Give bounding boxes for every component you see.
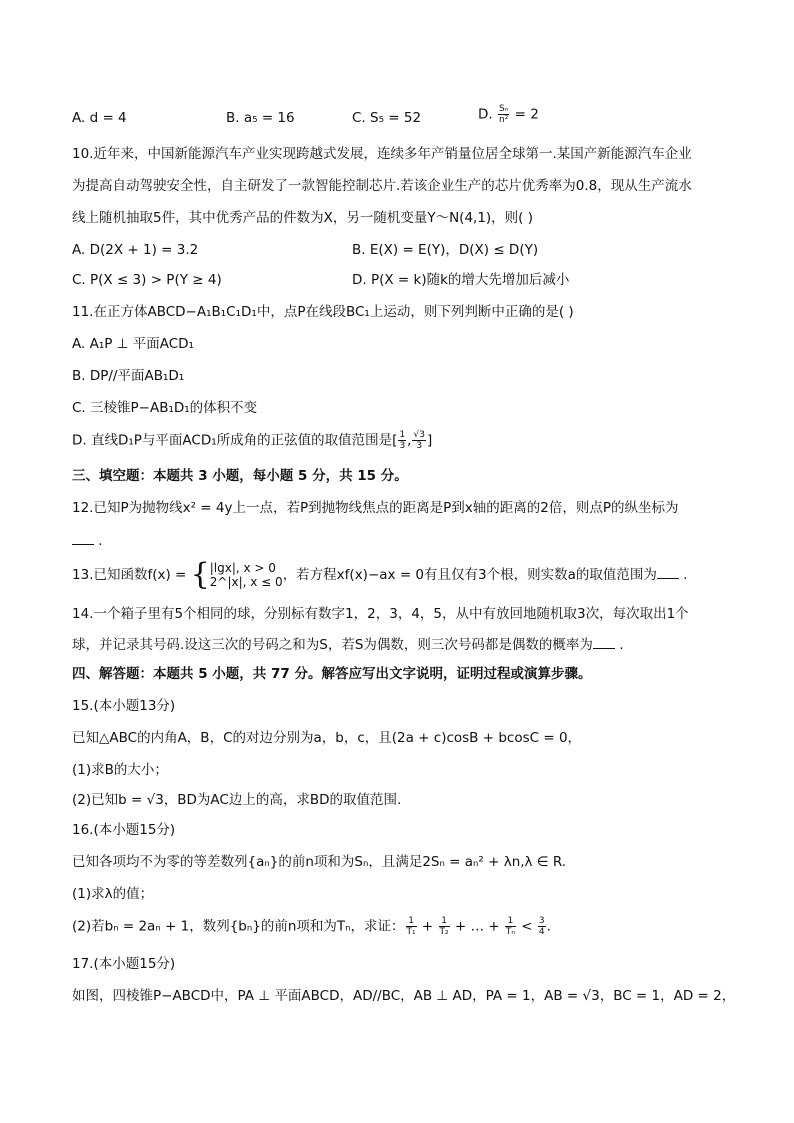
section-3-heading: 三、填空题：本题共 3 小题，每小题 5 分，共 15 分。 bbox=[72, 468, 408, 484]
q16-frac-tn: $\frac{1}{\text{Tₙ}}$ bbox=[505, 916, 516, 937]
q12-answer-blank bbox=[72, 530, 94, 545]
q10-option-a: A. D(2X + 1) = 3.2 bbox=[72, 242, 199, 258]
q11-option-b: B. DP//平面AB₁D₁ bbox=[72, 368, 185, 384]
q15-part2: (2)已知b = √3，BD为AC边上的高，求BD的取值范围. bbox=[72, 792, 402, 808]
q12-line2: . bbox=[72, 530, 103, 551]
q16-frac-t1: $\frac{1}{\text{T₁}}$ bbox=[406, 916, 416, 937]
q14-answer-blank bbox=[593, 634, 615, 649]
q14-line1: 14.一个箱子里有5个相同的球，分别标有数字1，2，3，4，5，从中有放回地随机取3次，每次取出1个 bbox=[72, 606, 689, 622]
q10-option-c: C. P(X ≤ 3) > P(Y ≥ 4) bbox=[72, 272, 222, 288]
q17-stem: 如图，四棱锥P−ABCD中，PA ⊥ 平面ABCD，AD//BC，AB ⊥ AD，PA = 1，AB = √3，BC = 1，AD = 2， bbox=[72, 988, 736, 1004]
q10-line2: 为提高自动驾驶安全性，自主研发了一款智能控制芯片.若该企业生产的芯片优秀率为0.8，现从生产流水 bbox=[72, 178, 692, 194]
q9-option-d: D. $\frac{\text{Sₙ}}{\text{n²}}$ = 2 bbox=[478, 104, 539, 125]
q16-part1: (1)求λ的值； bbox=[72, 886, 154, 902]
q16-frac-rhs: $\frac{3}{4}$ bbox=[538, 916, 545, 937]
section-4-heading: 四、解答题：本题共 5 小题，共 77 分。解答应写出文字说明，证明过程或演算步骤。 bbox=[72, 666, 592, 682]
q15-title: 15.(本小题13分) bbox=[72, 698, 176, 714]
q16-title: 16.(本小题15分) bbox=[72, 822, 176, 838]
q9-option-c: C. S₅ = 52 bbox=[352, 110, 422, 126]
q17-title: 17.(本小题15分) bbox=[72, 956, 176, 972]
q9-option-a: A. d = 4 bbox=[72, 110, 127, 126]
q14-line2: 球，并记录其号码.设这三次的号码之和为S，若S为偶数，则三次号码都是偶数的概率为 . bbox=[72, 634, 624, 655]
q15-stem: 已知△ABC的内角A，B，C的对边分别为a，b，c，且(2a + c)cosB + bcosC = 0， bbox=[72, 730, 582, 746]
q11-option-c: C. 三棱锥P−AB₁D₁的体积不变 bbox=[72, 400, 258, 416]
q9-d-fraction: $\frac{\text{Sₙ}}{\text{n²}}$ bbox=[498, 104, 509, 125]
q10-line1: 10.近年来，中国新能源汽车产业实现跨越式发展，连续多年产销量位居全球第一.某国产新能源汽车企业 bbox=[72, 146, 692, 162]
q13-line: 13.已知函数f(x) = { |lgx|, x > 0 2^|x|, x ≤ 0 ，若方程xf(x)−ax = 0有且仅有3个根，则实数a的取值范围为 . bbox=[72, 557, 688, 592]
q11-option-a: A. A₁P ⊥ 平面ACD₁ bbox=[72, 336, 194, 352]
q11-d-fraction-1: $\frac{1}{3}$ bbox=[399, 430, 406, 451]
q10-option-d: D. P(X = k)随k的增大先增加后减小 bbox=[352, 272, 570, 288]
q15-part1: (1)求B的大小； bbox=[72, 762, 168, 778]
q16-frac-t2: $\frac{1}{\text{T₂}}$ bbox=[439, 916, 449, 937]
q11-option-d: D. 直线D₁P与平面ACD₁所成角的正弦值的取值范围是[ $\frac{1}{3}$ , $\frac{√3}{3}$ ] bbox=[72, 430, 433, 451]
q10-option-b: B. E(X) = E(Y)，D(X) ≤ D(Y) bbox=[352, 242, 539, 258]
q11-d-fraction-2: $\frac{√3}{3}$ bbox=[413, 430, 425, 451]
q9-option-b: B. a₅ = 16 bbox=[226, 110, 295, 126]
q11-stem: 11.在正方体ABCD−A₁B₁C₁D₁中，点P在线段BC₁上运动，则下列判断中正确的是( ) bbox=[72, 304, 574, 320]
q16-part2: (2)若bₙ = 2aₙ + 1，数列{bₙ}的前n项和为Tₙ，求证： $\frac{1}{\text{T₁}}$ + $\frac{1}{\text{T₂}}$ + … + $\frac{1}{\text{Tₙ}}$ < $\frac{3}{4}$ . bbox=[72, 916, 551, 937]
q10-line3: 线上随机抽取5件，其中优秀产品的件数为X，另一随机变量Y～N(4,1)，则( ) bbox=[72, 210, 534, 226]
q12-line1: 12.已知P为抛物线x² = 4y上一点，若P到抛物线焦点的距离是P到x轴的距离的2倍，则点P的纵坐标为 bbox=[72, 500, 679, 516]
q16-stem: 已知各项均不为零的等差数列{aₙ}的前n项和为Sₙ，且满足2Sₙ = aₙ² + λn,λ ∈ R. bbox=[72, 854, 567, 870]
q13-piecewise: { |lgx|, x > 0 2^|x|, x ≤ 0 bbox=[190, 557, 283, 592]
q13-answer-blank bbox=[657, 564, 679, 579]
